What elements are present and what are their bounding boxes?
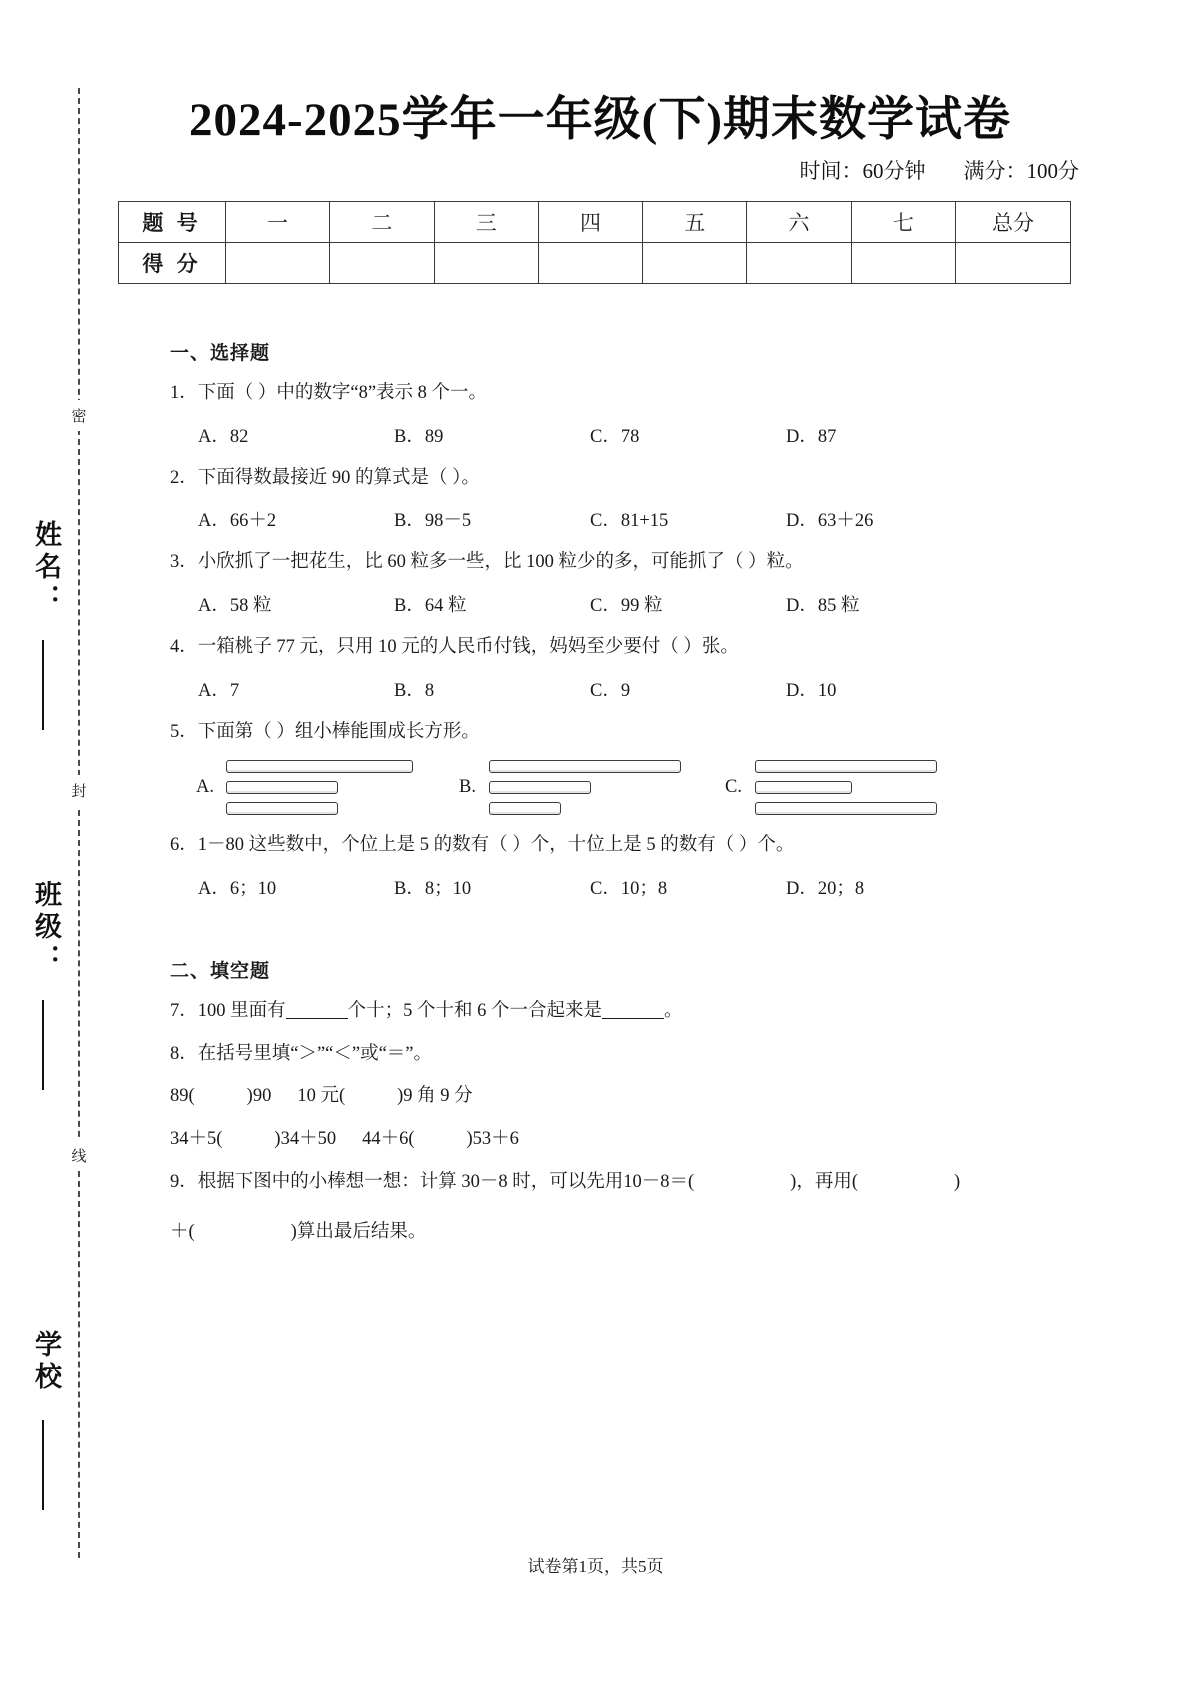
question-1-options [170,422,1070,448]
school-field-label: 学校 [31,1330,61,1394]
name-field-label: 姓名： [31,520,61,616]
stick-group-c-sticks [755,760,937,815]
page-footer: 试卷第1页，共5页 [527,1557,664,1576]
seal-char-feng: 封 [64,775,94,806]
question-3-text: 3．小欣抓了一把花生，比 60 粒多一些，比 100 粒少的多，可能抓了（ ）粒。 [170,552,804,573]
score-cell-3[interactable] [434,243,538,284]
stick-c-1 [755,760,937,773]
name-field-rule [42,640,44,730]
question-1-option-a[interactable]: A．82 [198,426,249,447]
class-field-label: 班级： [31,880,61,976]
question-4-text: 4．一箱桃子 77 元，只用 10 元的人民币付钱，妈妈至少要付（ ）张。 [170,637,739,658]
score-table-col-2: 二 [330,202,434,243]
table-row-question-numbers [119,202,1071,243]
question-2-text: 2．下面得数最接近 90 的算式是（ ）。 [170,467,480,488]
exam-meta [800,155,1080,185]
page-title: 2024-2025学年一年级(下)期末数学试卷 [189,94,1011,146]
question-7-blank-1[interactable] [286,1001,348,1019]
question-4-option-d[interactable]: D．10 [786,680,837,701]
q8-l1-right-1: )90 [246,1086,272,1107]
score-table-col-7: 七 [851,202,955,243]
question-1-option-d[interactable]: D．87 [786,426,837,447]
q8-l2-left-1: 34＋5( [170,1129,223,1150]
section-heading-choice: 一、选择题 [170,343,271,364]
stick-b-2 [489,781,591,794]
seal-dashed-line [78,88,80,1558]
score-cell-1[interactable] [226,243,330,284]
question-2-options [170,506,1070,532]
q9-l2-part-2: )算出最后结果。 [290,1222,427,1243]
question-6-options [170,874,1070,900]
question-7-text [170,997,1070,1026]
score-table-col-total: 总分 [956,202,1071,243]
score-cell-5[interactable] [643,243,747,284]
stick-c-3 [755,802,937,815]
question-3-option-c[interactable]: C．99 粒 [590,596,663,617]
q8-l1-left-2: 10 元( [297,1086,346,1107]
question-2-option-c[interactable]: C．81+15 [590,511,669,532]
stick-group-a-label: A. [196,777,214,798]
stick-group-a-sticks [226,760,413,815]
score-table-row-header-question: 题 号 [119,202,226,243]
stick-group-b[interactable] [459,760,681,815]
q8-l2-left-2: 44＋6( [362,1129,415,1150]
question-7-part-2: 个十；5 个十和 6 个一合起来是 [347,1001,603,1022]
question-4-options [170,676,1070,702]
stick-b-1 [489,760,681,773]
question-9-line-1 [170,1168,1070,1197]
q8-l1-left-1: 89( [170,1086,195,1107]
score-table-row-header-score: 得 分 [119,243,226,284]
q9-l2-part-1: ＋( [170,1222,195,1243]
question-3-option-a[interactable]: A．58 粒 [198,596,272,617]
score-table-col-5: 五 [643,202,747,243]
question-6-option-b[interactable]: B．8；10 [394,879,472,900]
q9-l1-part-1: 9．根据下图中的小棒想一想：计算 30－8 时，可以先用10－8＝( [170,1171,695,1192]
question-6-option-c[interactable]: C．10；8 [590,879,668,900]
score-cell-4[interactable] [538,243,642,284]
score-cell-2[interactable] [330,243,434,284]
stick-a-1 [226,760,413,773]
exam-duration: 时间：60分钟 [799,159,926,183]
stick-group-b-sticks [489,760,681,815]
question-8-line-1 [170,1082,1070,1111]
q8-l1-right-2: )9 角 9 分 [397,1086,473,1107]
stick-a-2 [226,781,338,794]
question-2-option-a[interactable]: A．66＋2 [198,511,277,532]
question-1-option-c[interactable]: C．78 [590,426,640,447]
seal-margin [0,0,120,1684]
section-heading-fill-blank: 二、填空题 [170,961,271,983]
stick-a-3 [226,802,338,815]
question-1-option-b[interactable]: B．89 [394,426,444,447]
question-2-option-b[interactable]: B．98－5 [394,511,472,532]
stick-group-c-label: C. [725,777,742,798]
seal-char-mi: 密 [64,400,94,431]
question-3-option-b[interactable]: B．64 粒 [394,596,467,617]
score-table-col-1: 一 [226,202,330,243]
question-5-text: 5．下面第（ ）组小棒能围成长方形。 [170,721,480,742]
table-row-scores [119,243,1071,284]
q9-l1-part-3: ) [954,1171,961,1192]
question-1-text: 1．下面（ ）中的数字“8”表示 8 个一。 [170,383,488,403]
score-cell-6[interactable] [747,243,851,284]
question-6-text: 6．1－80 这些数中，个位上是 5 的数有（ ）个，十位上是 5 的数有（ ）个。 [170,835,795,856]
question-3-option-d[interactable]: D．85 粒 [786,596,860,617]
stick-c-2 [755,781,852,794]
score-cell-total[interactable] [956,243,1071,284]
stick-group-a[interactable] [196,760,413,815]
question-6-option-a[interactable]: A．6；10 [198,879,277,900]
q8-l2-right-1: )34＋50 [274,1129,337,1150]
question-2-option-d[interactable]: D．63＋26 [786,511,874,532]
score-table [118,201,1071,284]
question-5-diagram [170,760,1070,815]
question-8-line-2 [170,1125,1070,1154]
stick-group-b-label: B. [459,777,476,798]
exam-full-score: 满分：100分 [963,159,1079,183]
q8-l2-right-2: )53＋6 [466,1129,519,1150]
question-7-part-1: 7．100 里面有 [170,1001,286,1022]
exam-content [170,330,1070,1261]
score-table-col-3: 三 [434,202,538,243]
class-field-rule [42,1000,44,1090]
school-field-rule [42,1420,44,1510]
score-table-col-4: 四 [538,202,642,243]
score-cell-7[interactable] [851,243,955,284]
question-7-blank-2[interactable] [602,1001,664,1019]
score-table-col-6: 六 [747,202,851,243]
seal-char-xian: 线 [64,1140,94,1171]
q9-l1-part-2: )，再用( [790,1171,858,1192]
stick-b-3 [489,802,561,815]
question-4-option-b[interactable]: B．8 [394,680,435,701]
stick-group-c[interactable] [725,760,937,815]
question-7-part-3: 。 [664,1001,683,1022]
question-6-option-d[interactable]: D．20；8 [786,879,865,900]
question-8-text: 8．在括号里填“＞”“＜”或“＝”。 [170,1043,433,1064]
question-3-options [170,591,1070,617]
question-4-option-c[interactable]: C．9 [590,680,631,701]
question-4-option-a[interactable]: A．7 [198,680,240,701]
question-9-line-2 [170,1218,1070,1247]
